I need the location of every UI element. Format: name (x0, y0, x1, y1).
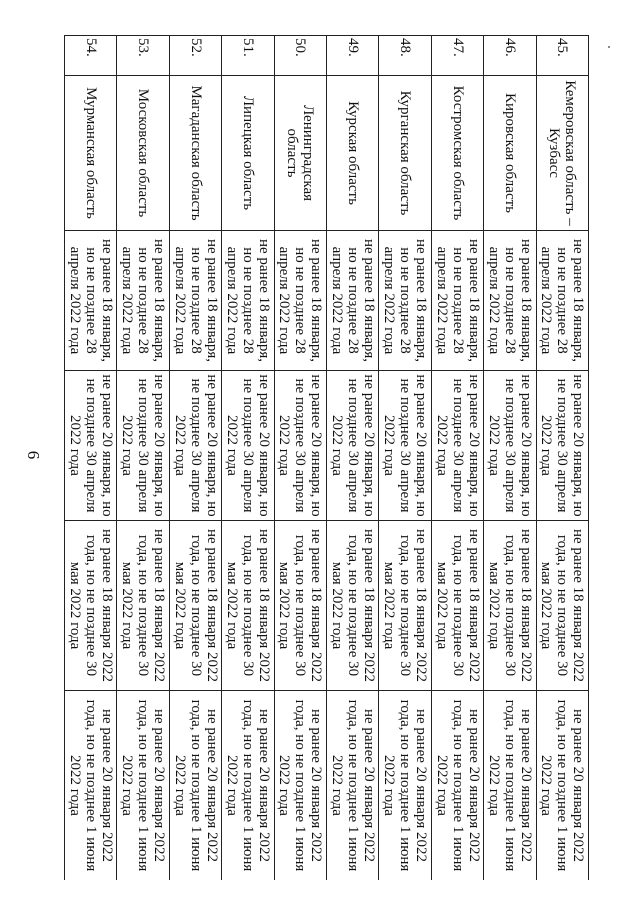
region-name: Липецкая область (222, 76, 274, 231)
date-cell-4: не ранее 20 января 2022 года, но не позднее 1 июня 2022 года (65, 691, 117, 881)
date-cell-2: не ранее 20 января, но не позднее 30 апреля 2022 года (222, 371, 274, 521)
date-cell-4: не ранее 20 января 2022 года, но не позднее 1 июня 2022 года (536, 691, 588, 881)
date-cell-4: не ранее 20 января 2022 года, но не позднее 1 июня 2022 года (431, 691, 483, 881)
table-viewport (64, 35, 589, 880)
table-row (65, 36, 117, 881)
row-number: 54. (65, 36, 117, 76)
table-row (274, 36, 326, 881)
row-number: 50. (274, 36, 326, 76)
date-cell-4: не ранее 20 января 2022 года, но не позднее 1 июня 2022 года (222, 691, 274, 881)
date-cell-3: не ранее 18 января 2022 года, но не позднее 30 мая 2022 года (431, 521, 483, 691)
date-cell-2: не ранее 20 января, но не позднее 30 апреля 2022 года (379, 371, 431, 521)
date-cell-2: не ранее 20 января, но не позднее 30 апреля 2022 года (169, 371, 221, 521)
date-cell-4: не ранее 20 января 2022 года, но не позднее 1 июня 2022 года (169, 691, 221, 881)
date-cell-1: не ранее 18 января, но не позднее 28 апреля 2022 года (536, 231, 588, 371)
table-row (222, 36, 274, 881)
region-name: Костромская область (431, 76, 483, 231)
row-number: 53. (117, 36, 169, 76)
date-cell-1: не ранее 18 января, но не позднее 28 апреля 2022 года (222, 231, 274, 371)
date-cell-4: не ранее 20 января 2022 года, но не позднее 1 июня 2022 года (379, 691, 431, 881)
date-cell-3: не ранее 18 января 2022 года, но не позднее 30 мая 2022 года (327, 521, 379, 691)
region-name: Кемеровская область – Кузбасс (536, 76, 588, 231)
row-number: 46. (484, 36, 536, 76)
date-cell-1: не ранее 18 января, но не позднее 28 апреля 2022 года (327, 231, 379, 371)
date-cell-3: не ранее 18 января 2022 года, но не позднее 30 мая 2022 года (117, 521, 169, 691)
table-row (327, 36, 379, 881)
region-name: Мурманская область (65, 76, 117, 231)
region-name: Курская область (327, 76, 379, 231)
date-cell-2: не ранее 20 января, но не позднее 30 апреля 2022 года (65, 371, 117, 521)
date-cell-3: не ранее 18 января 2022 года, но не позднее 30 мая 2022 года (379, 521, 431, 691)
region-name: Московская область (117, 76, 169, 231)
date-cell-1: не ранее 18 января, но не позднее 28 апреля 2022 года (431, 231, 483, 371)
region-schedule-table (64, 35, 589, 880)
region-name: Кировская область (484, 76, 536, 231)
date-cell-3: не ранее 18 января 2022 года, но не позднее 30 мая 2022 года (274, 521, 326, 691)
table-row (117, 36, 169, 881)
date-cell-1: не ранее 18 января, но не позднее 28 апреля 2022 года (117, 231, 169, 371)
date-cell-1: не ранее 18 января, но не позднее 28 апреля 2022 года (484, 231, 536, 371)
date-cell-1: не ранее 18 января, но не позднее 28 апреля 2022 года (379, 231, 431, 371)
row-number: 49. (327, 36, 379, 76)
region-name: Магаданская область (169, 76, 221, 231)
table-row (169, 36, 221, 881)
table-row (536, 36, 588, 881)
date-cell-4: не ранее 20 января 2022 года, но не позднее 1 июня 2022 года (274, 691, 326, 881)
date-cell-2: не ранее 20 января, но не позднее 30 апреля 2022 года (431, 371, 483, 521)
page-number: 6 (24, 450, 43, 460)
date-cell-2: не ранее 20 января, но не позднее 30 апреля 2022 года (484, 371, 536, 521)
date-cell-1: не ранее 18 января, но не позднее 28 апреля 2022 года (65, 231, 117, 371)
date-cell-3: не ранее 18 января 2022 года, но не позднее 30 мая 2022 года (169, 521, 221, 691)
date-cell-4: не ранее 20 января 2022 года, но не позднее 1 июня 2022 года (327, 691, 379, 881)
scan-speck (608, 46, 610, 48)
date-cell-2: не ранее 20 января, но не позднее 30 апреля 2022 года (536, 371, 588, 521)
date-cell-2: не ранее 20 января, но не позднее 30 апреля 2022 года (274, 371, 326, 521)
date-cell-4: не ранее 20 января 2022 года, но не позднее 1 июня 2022 года (484, 691, 536, 881)
date-cell-3: не ранее 18 января 2022 года, но не позднее 30 мая 2022 года (484, 521, 536, 691)
date-cell-3: не ранее 18 января 2022 года, но не позднее 30 мая 2022 года (65, 521, 117, 691)
date-cell-1: не ранее 18 января, но не позднее 28 апреля 2022 года (169, 231, 221, 371)
date-cell-3: не ранее 18 января 2022 года, но не позднее 30 мая 2022 года (536, 521, 588, 691)
table-row (379, 36, 431, 881)
date-cell-4: не ранее 20 января 2022 года, но не позднее 1 июня 2022 года (117, 691, 169, 881)
region-name: Курганская область (379, 76, 431, 231)
table-row (431, 36, 483, 881)
date-cell-2: не ранее 20 января, но не позднее 30 апреля 2022 года (117, 371, 169, 521)
date-cell-1: не ранее 18 января, но не позднее 28 апреля 2022 года (274, 231, 326, 371)
row-number: 45. (536, 36, 588, 76)
date-cell-3: не ранее 18 января 2022 года, но не позднее 30 мая 2022 года (222, 521, 274, 691)
row-number: 51. (222, 36, 274, 76)
row-number: 52. (169, 36, 221, 76)
row-number: 48. (379, 36, 431, 76)
region-name: Ленинградская область (274, 76, 326, 231)
date-cell-2: не ранее 20 января, но не позднее 30 апреля 2022 года (327, 371, 379, 521)
row-number: 47. (431, 36, 483, 76)
table-row (484, 36, 536, 881)
